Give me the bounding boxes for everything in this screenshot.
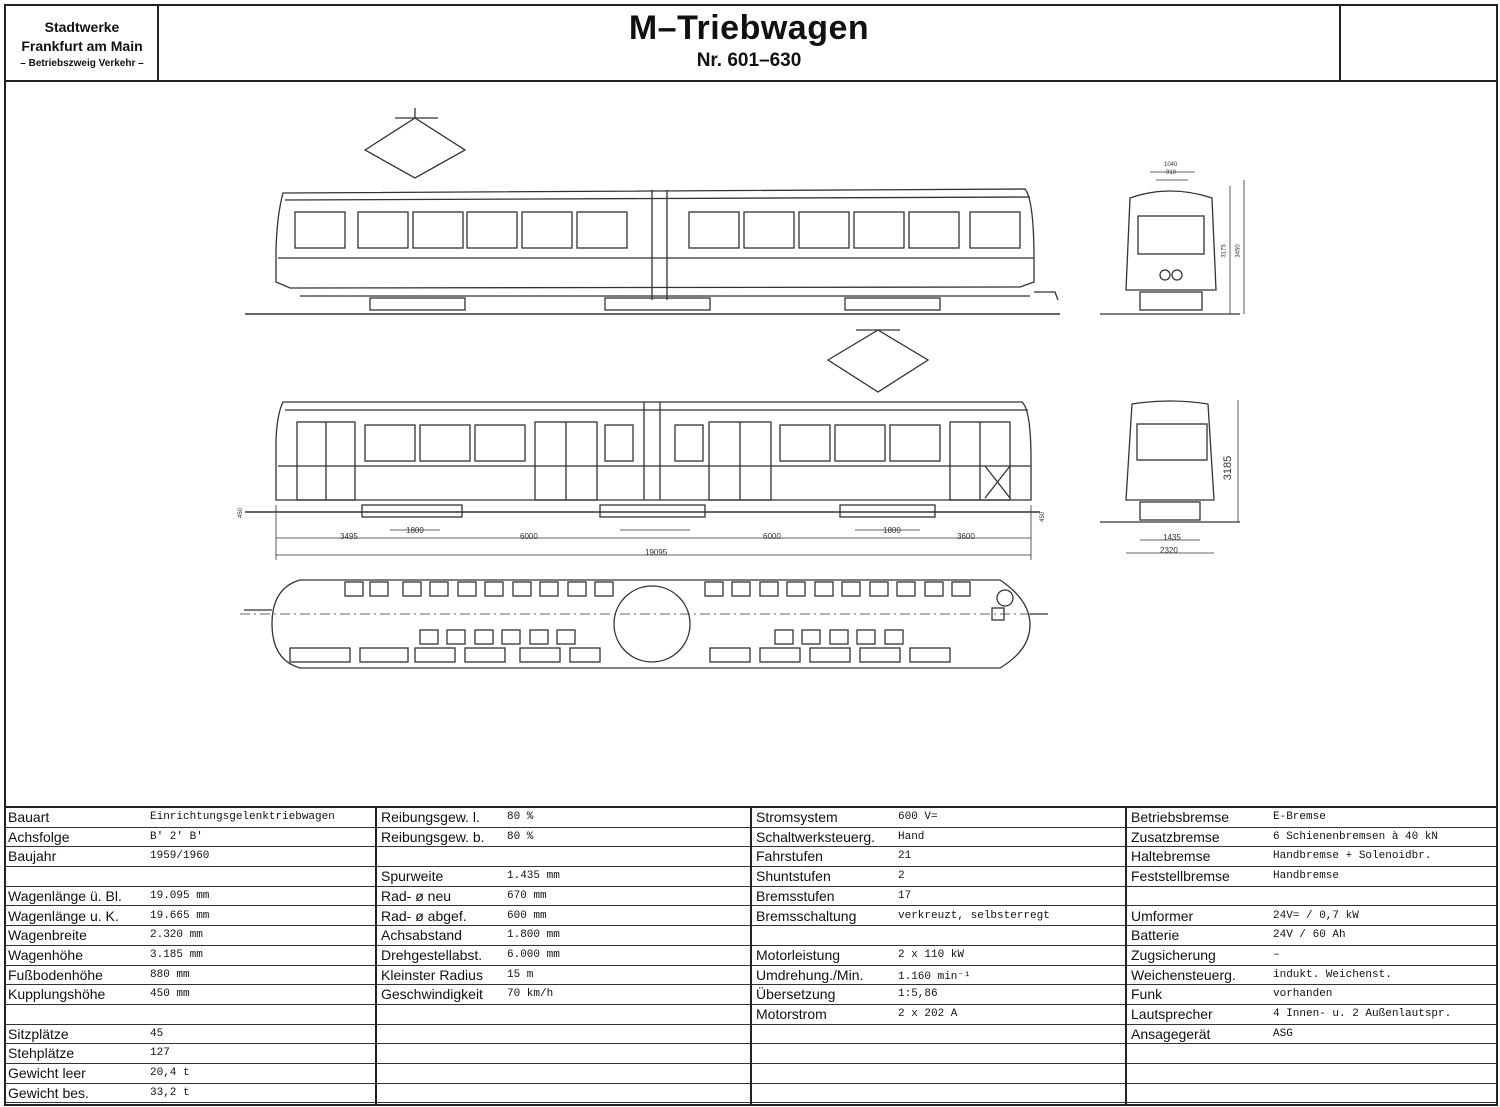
spec-value: 20,4 t (150, 1067, 190, 1080)
spec-row (4, 867, 375, 887)
spec-value: 2 x 202 A (898, 1008, 958, 1020)
spec-row (377, 867, 750, 887)
spec-value: 17 (898, 889, 912, 902)
spec-row (1127, 907, 1496, 927)
spec-row (752, 985, 1125, 1005)
spec-row (752, 946, 1125, 966)
spec-value: B' 2' B' (150, 830, 203, 843)
spec-row (1127, 1044, 1496, 1064)
spec-label: Bauart (8, 809, 50, 825)
spec-row (1127, 1064, 1496, 1084)
spec-label: Wagenlänge u. K. (8, 907, 119, 924)
spec-row (752, 1044, 1125, 1064)
dim-2320: 2320 (1160, 546, 1178, 555)
spec-label: Kupplungshöhe (8, 986, 106, 1003)
dim-3495: 3495 (340, 532, 358, 541)
spec-row (377, 985, 750, 1005)
spec-label: Achsabstand (381, 927, 462, 944)
spec-label: Sitzplätze (8, 1025, 69, 1042)
spec-label: Wagenlänge ü. Bl. (8, 887, 122, 904)
spec-row (752, 867, 1125, 887)
spec-value: 19.095 mm (150, 889, 210, 902)
spec-row (1127, 1025, 1496, 1045)
spec-row (377, 1064, 750, 1084)
spec-value: 450 mm (150, 988, 190, 1001)
spec-value: Handbremse + Solenoidbr. (1273, 850, 1432, 863)
org-name-line2: Frankfurt am Main (21, 37, 143, 54)
spec-row (752, 887, 1125, 907)
spec-label: Umdrehung./Min. (756, 966, 864, 983)
spec-row (4, 808, 375, 828)
dim-3185: 3185 (1222, 455, 1235, 481)
spec-row (4, 1005, 375, 1025)
spec-row (1127, 985, 1496, 1005)
spec-label: Schaltwerksteuerg. (756, 828, 876, 845)
spec-row (1127, 1084, 1496, 1104)
spec-label: Umformer (1131, 907, 1194, 924)
spec-column-equipment (1127, 808, 1496, 1104)
spec-value: 6 Schienenbremsen à 40 kN (1273, 830, 1439, 843)
spec-value: Hand (898, 830, 925, 843)
spec-label: Stehplätze (8, 1045, 75, 1062)
spec-label: Rad- ø abgef. (381, 907, 467, 924)
spec-row (752, 926, 1125, 946)
dim-front-910: 910 (1166, 170, 1177, 176)
spec-value: 600 V= (898, 811, 938, 823)
spec-row (377, 966, 750, 986)
spec-row (1127, 946, 1496, 966)
spec-value: 24V= / 0,7 kW (1273, 909, 1359, 922)
spec-label: Stromsystem (756, 809, 838, 825)
spec-label: Spurweite (381, 868, 444, 885)
spec-label: Gewicht bes. (8, 1084, 89, 1101)
spec-row (752, 1084, 1125, 1104)
spec-column-electrical (752, 808, 1125, 1104)
spec-label: Ansagegerät (1131, 1025, 1211, 1042)
spec-label: Fahrstufen (756, 848, 823, 865)
spec-column-general (4, 808, 375, 1104)
spec-value: 19.665 mm (150, 909, 210, 922)
spec-value: 1.435 mm (507, 870, 560, 883)
spec-row (4, 946, 375, 966)
spec-value: 15 m (507, 968, 534, 981)
spec-row (752, 1025, 1125, 1045)
spec-label: Lautsprecher (1131, 1006, 1213, 1022)
spec-row (1127, 828, 1496, 848)
spec-row (4, 985, 375, 1005)
page-title: M–Triebwagen (628, 9, 870, 47)
spec-row (377, 1005, 750, 1025)
spec-row (1127, 966, 1496, 986)
org-department: – Betriebszweig Verkehr – (20, 57, 144, 69)
spec-value: 80 % (507, 811, 534, 823)
spec-label: Achsfolge (8, 828, 70, 845)
spec-row (752, 907, 1125, 927)
spec-row (1127, 847, 1496, 867)
page-subtitle: Nr. 601–630 (696, 50, 802, 71)
spec-label: Motorstrom (756, 1006, 827, 1022)
spec-label: Shuntstufen (756, 868, 831, 885)
spec-row (4, 847, 375, 867)
spec-value: 1959/1960 (150, 850, 210, 863)
spec-row (377, 1084, 750, 1104)
dim-19095: 19095 (645, 548, 668, 557)
spec-label: Weichensteuerg. (1131, 966, 1236, 983)
spec-row (377, 1044, 750, 1064)
spec-column-running-gear (377, 808, 750, 1104)
spec-value: vorhanden (1273, 988, 1333, 1001)
spec-label: Fußbodenhöhe (8, 966, 103, 983)
dim-front-1040: 1040 (1164, 162, 1178, 168)
dim-6000-b: 6000 (763, 532, 781, 541)
spec-label: Wagenhöhe (8, 946, 83, 963)
spec-value: Handbremse (1273, 870, 1340, 883)
spec-value: 2.320 mm (150, 929, 203, 942)
spec-row (4, 1084, 375, 1104)
spec-value: E-Bremse (1273, 811, 1326, 823)
spec-label: Drehgestellabst. (381, 946, 483, 963)
spec-value: indukt. Weichenst. (1273, 968, 1392, 981)
spec-value: 2 x 110 kW (898, 948, 965, 961)
spec-value: 1.800 mm (507, 929, 560, 942)
spec-row (752, 1005, 1125, 1025)
spec-label: Motorleistung (756, 946, 841, 963)
spec-label: Batterie (1131, 927, 1180, 944)
spec-row (1127, 867, 1496, 887)
spec-row (377, 808, 750, 828)
spec-label: Reibungsgew. l. (381, 809, 480, 825)
spec-label: Geschwindigkeit (381, 986, 483, 1003)
spec-row (4, 828, 375, 848)
spec-value: 6.000 mm (507, 948, 560, 961)
spec-row (752, 1064, 1125, 1084)
dim-450-right: 450 (1040, 511, 1047, 523)
dim-3600: 3600 (957, 532, 975, 541)
spec-row (1127, 1005, 1496, 1025)
spec-label: Zugsicherung (1131, 946, 1216, 963)
spec-value: 21 (898, 850, 912, 863)
spec-value: 3.185 mm (150, 948, 203, 961)
spec-value: Einrichtungsgelenktriebwagen (150, 811, 335, 823)
spec-value: 4 Innen- u. 2 Außenlautspr. (1273, 1008, 1452, 1020)
spec-value: 127 (150, 1047, 170, 1060)
spec-value: verkreuzt, selbsterregt (898, 909, 1050, 922)
spec-label: Rad- ø neu (381, 887, 452, 904)
spec-row (752, 808, 1125, 828)
spec-row (377, 847, 750, 867)
spec-row (4, 1064, 375, 1084)
org-name-line1: Stadtwerke (44, 18, 120, 35)
spec-row (377, 828, 750, 848)
spec-row (4, 966, 375, 986)
spec-value: 70 km/h (507, 988, 554, 1001)
spec-value: 600 mm (507, 909, 547, 922)
spec-value: 1.160 min⁻¹ (898, 970, 971, 983)
spec-label: Bremsschaltung (756, 907, 857, 924)
spec-row (377, 907, 750, 927)
dim-1435: 1435 (1163, 533, 1181, 542)
dim-1800-b: 1800 (883, 526, 901, 535)
dim-1800-a: 1800 (406, 526, 424, 535)
spec-label: Reibungsgew. b. (381, 828, 485, 845)
spec-label: Übersetzung (756, 986, 836, 1003)
spec-value: 33,2 t (150, 1086, 190, 1099)
spec-value: 24V / 60 Ah (1273, 929, 1346, 942)
spec-label: Feststellbremse (1131, 868, 1230, 885)
spec-value: ASG (1273, 1027, 1293, 1040)
dim-6000-a: 6000 (520, 532, 538, 541)
spec-row (377, 946, 750, 966)
spec-label: Baujahr (8, 848, 57, 865)
spec-row (4, 907, 375, 927)
spec-value: 45 (150, 1027, 164, 1040)
spec-row (4, 1025, 375, 1045)
dim-450-left: 450 (238, 507, 245, 519)
spec-label: Bremsstufen (756, 887, 835, 904)
spec-row (4, 1044, 375, 1064)
dim-front-3450: 3450 (1235, 244, 1242, 258)
spec-label: Gewicht leer (8, 1065, 86, 1082)
spec-value: 2 (898, 870, 905, 883)
spec-label: Zusatzbremse (1131, 828, 1220, 845)
spec-label: Funk (1131, 986, 1163, 1003)
spec-row (752, 847, 1125, 867)
spec-value: 80 % (507, 830, 534, 843)
spec-row (752, 966, 1125, 986)
spec-value: – (1273, 948, 1280, 961)
spec-label: Kleinster Radius (381, 966, 483, 983)
spec-row (1127, 926, 1496, 946)
spec-value: 880 mm (150, 968, 190, 981)
spec-row (4, 926, 375, 946)
spec-row (377, 926, 750, 946)
spec-row (1127, 887, 1496, 907)
spec-row (1127, 808, 1496, 828)
spec-value: 1:5,86 (898, 988, 938, 1001)
spec-label: Wagenbreite (8, 927, 87, 944)
spec-row (752, 828, 1125, 848)
spec-row (377, 887, 750, 907)
spec-value: 670 mm (507, 889, 547, 902)
spec-row (4, 887, 375, 907)
spec-label: Haltebremse (1131, 848, 1211, 865)
spec-label: Betriebsbremse (1131, 809, 1230, 825)
dim-front-3175: 3175 (1221, 244, 1228, 258)
spec-row (377, 1025, 750, 1045)
